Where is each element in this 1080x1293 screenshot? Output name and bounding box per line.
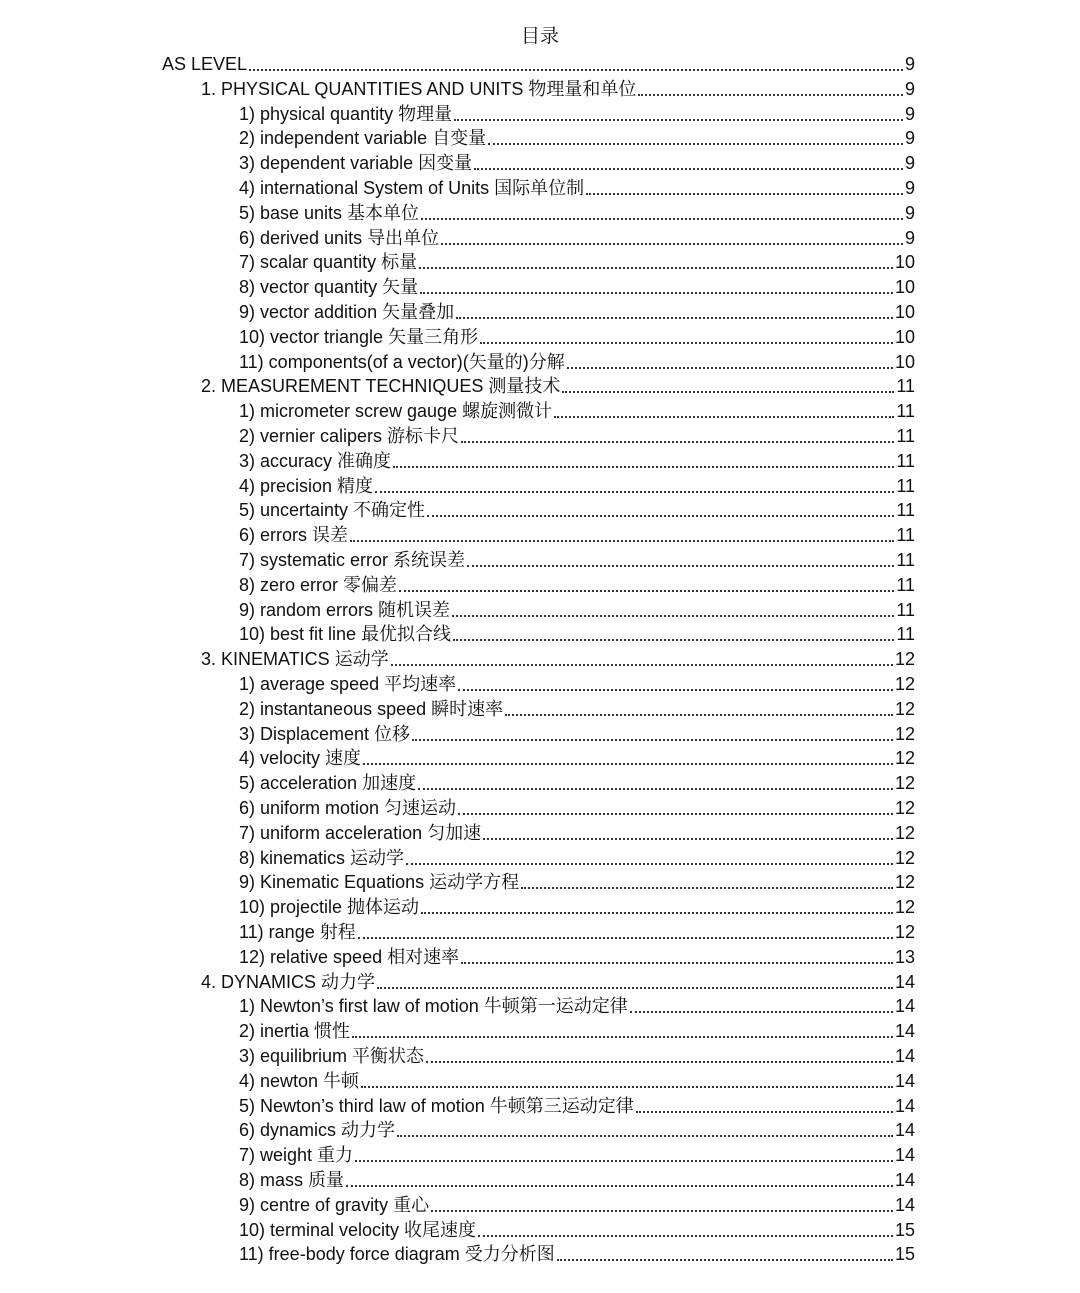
dot-leader [377, 986, 893, 989]
toc-entry[interactable] [239, 794, 915, 819]
dot-leader [249, 68, 903, 71]
dot-leader [586, 192, 903, 195]
toc-entry-page-number: 11 [896, 550, 915, 570]
toc-entry[interactable] [239, 744, 915, 769]
dot-leader [452, 614, 894, 617]
toc-entry-label: AS LEVEL [162, 54, 248, 74]
toc-entry-page-number: 12 [894, 674, 915, 694]
dot-leader [355, 1159, 893, 1162]
toc-entry-label: 11) free-body force diagram 受力分析图 [239, 1244, 555, 1265]
dot-leader [391, 663, 893, 666]
toc-entry[interactable] [239, 868, 915, 893]
toc-entry-label: 3) equilibrium 平衡状态 [239, 1046, 425, 1066]
toc-entry-page-number: 14 [894, 1046, 915, 1066]
dot-leader [638, 93, 903, 96]
toc-entry-label: 7) systematic error 系统误差 [239, 550, 466, 570]
dot-leader [483, 837, 893, 840]
toc-entry-label: 1. PHYSICAL QUANTITIES AND UNITS 物理量和单位 [201, 78, 637, 99]
toc-entry-page-number: 10 [894, 326, 915, 347]
dot-leader [630, 1010, 893, 1013]
dot-leader [521, 886, 893, 889]
toc-entry-page-number: 9 [904, 202, 915, 223]
toc-entry-label: 4) international System of Units 国际单位制 [239, 178, 585, 198]
toc-entry[interactable] [239, 720, 915, 745]
dot-leader [461, 440, 894, 443]
toc-entry[interactable] [239, 298, 915, 323]
toc-entry-label: 2. MEASUREMENT TECHNIQUES 测量技术 [201, 376, 561, 397]
toc-entry-page-number: 14 [894, 1095, 915, 1116]
dot-leader [412, 738, 893, 741]
toc-entry-page-number: 12 [894, 798, 915, 818]
toc-entry-label: 4) velocity 速度 [239, 748, 362, 769]
toc-entry[interactable] [239, 1240, 915, 1265]
dot-leader [441, 242, 903, 245]
toc-entry-page-number: 14 [894, 1194, 915, 1215]
toc-entry-label: 6) errors 误差 [239, 525, 349, 546]
toc-entry-page-number: 12 [894, 897, 915, 918]
toc-entry[interactable] [239, 819, 915, 844]
toc-entry-label: 2) inertia 惯性 [239, 1021, 351, 1042]
toc-entry-page-number: 14 [894, 996, 915, 1017]
dot-leader [361, 1085, 893, 1088]
dot-leader [461, 961, 893, 964]
toc-entry-label: 3) accuracy 准确度 [239, 450, 392, 471]
toc-entry[interactable] [239, 1141, 915, 1166]
dot-leader [397, 1134, 893, 1137]
toc-entry-page-number: 11 [896, 376, 915, 397]
dot-leader [350, 539, 894, 542]
toc-entry-label: 3) dependent variable 因变量 [239, 153, 473, 174]
toc-entry[interactable] [162, 50, 915, 75]
toc-entry-page-number: 13 [894, 946, 915, 967]
dot-leader [406, 862, 893, 865]
toc-entry-label: 4. DYNAMICS 动力学 [201, 971, 376, 992]
dot-leader [419, 266, 893, 269]
toc-entry-page-number: 11 [896, 574, 915, 595]
toc-entry-label: 5) base units 基本单位 [239, 202, 420, 223]
toc-entry-label: 1) micrometer screw gauge 螺旋测微计 [239, 401, 553, 422]
dot-leader [636, 1110, 893, 1113]
toc-entry[interactable] [239, 323, 915, 348]
toc-entry-page-number: 9 [904, 153, 915, 174]
toc-entry[interactable] [239, 893, 915, 918]
toc-entry-label: 6) dynamics 动力学 [239, 1120, 396, 1141]
toc-entry-label: 10) terminal velocity 收尾速度 [239, 1219, 477, 1240]
toc-entry-label: 2) independent variable 自变量 [239, 128, 487, 149]
toc-entry-label: 9) Kinematic Equations 运动学方程 [239, 872, 520, 893]
toc-entry[interactable] [239, 1092, 915, 1117]
toc-entry-label: 9) random errors 随机误差 [239, 599, 451, 620]
toc-entry-page-number: 11 [896, 525, 915, 546]
toc-entry[interactable] [201, 645, 915, 670]
toc-entry-page-number: 14 [894, 1070, 915, 1091]
toc-entry-page-number: 9 [904, 54, 915, 74]
toc-entry-label: 11) components(of a vector)(矢量的)分解 [239, 351, 565, 372]
toc-entry-page-number: 12 [894, 922, 915, 942]
dot-leader [453, 638, 894, 641]
dot-leader [375, 490, 894, 493]
toc-entry-label: 7) uniform acceleration 匀加速 [239, 822, 482, 843]
toc-entry-label: 8) zero error 零偏差 [239, 574, 398, 595]
toc-entry-page-number: 11 [896, 624, 915, 645]
toc-entry[interactable] [239, 273, 915, 298]
toc-entry[interactable] [239, 1166, 915, 1191]
toc-entry[interactable] [201, 372, 915, 397]
toc-entry[interactable] [239, 100, 915, 125]
toc-entry-page-number: 12 [894, 773, 915, 794]
toc-entry[interactable] [239, 174, 915, 199]
dot-leader [421, 911, 893, 914]
toc-entry[interactable] [239, 943, 915, 968]
dot-leader [567, 366, 893, 369]
toc-entry-page-number: 12 [894, 649, 915, 670]
toc-entry[interactable] [239, 571, 915, 596]
dot-leader [454, 118, 903, 121]
toc-entry[interactable] [201, 968, 915, 993]
dot-leader [458, 812, 893, 815]
toc-entry-page-number: 12 [894, 723, 915, 744]
toc-entry-page-number: 12 [894, 822, 915, 843]
toc-entry-label: 3. KINEMATICS 运动学 [201, 649, 389, 670]
toc-entry-label: 6) uniform motion 匀速运动 [239, 798, 457, 818]
toc-entry[interactable] [201, 75, 915, 100]
toc-entry[interactable] [239, 670, 915, 695]
toc-entry-page-number: 9 [904, 103, 915, 124]
dot-leader [426, 1060, 893, 1063]
toc-entry[interactable] [239, 992, 915, 1017]
dot-leader [418, 787, 893, 790]
dot-leader [474, 167, 903, 170]
toc-entry-page-number: 9 [904, 178, 915, 198]
dot-leader [399, 589, 894, 592]
toc-entry[interactable] [239, 248, 915, 273]
toc-entry[interactable] [239, 1017, 915, 1042]
toc-entry-page-number: 11 [896, 500, 915, 521]
toc-entry-page-number: 11 [896, 426, 915, 446]
dot-leader [346, 1184, 893, 1187]
toc-entry-page-number: 14 [894, 1120, 915, 1141]
toc-entry-label: 12) relative speed 相对速率 [239, 946, 460, 967]
toc-entry-label: 1) Newton’s first law of motion 牛顿第一运动定律 [239, 996, 628, 1017]
toc-entry-label: 7) scalar quantity 标量 [239, 252, 418, 273]
dot-leader [393, 465, 894, 468]
dot-leader [427, 514, 894, 517]
toc-entry-page-number: 10 [894, 277, 915, 298]
toc-entry[interactable] [239, 224, 915, 249]
toc-entry-page-number: 10 [894, 351, 915, 372]
toc-entry[interactable] [239, 422, 915, 447]
toc-entry-page-number: 10 [894, 302, 915, 322]
toc-entry[interactable] [239, 397, 915, 422]
dot-leader [456, 316, 893, 319]
toc-entry-label: 9) centre of gravity 重心 [239, 1194, 430, 1215]
toc-entry-page-number: 11 [896, 450, 915, 471]
dot-leader [358, 936, 893, 939]
toc-entry-label: 11) range 射程 [239, 922, 356, 942]
toc-entry-label: 8) vector quantity 矢量 [239, 277, 419, 298]
toc-entry[interactable] [239, 124, 915, 149]
toc-entry-page-number: 11 [896, 401, 915, 422]
dot-leader [467, 564, 894, 567]
toc-entry-label: 3) Displacement 位移 [239, 723, 411, 744]
toc-entry-label: 4) newton 牛顿 [239, 1070, 360, 1091]
dot-leader [554, 415, 894, 418]
toc-entry[interactable] [239, 546, 915, 571]
toc-entry[interactable] [239, 695, 915, 720]
toc-entry-label: 2) instantaneous speed 瞬时速率 [239, 698, 504, 719]
toc-entry[interactable] [239, 472, 915, 497]
toc-entry-label: 9) vector addition 矢量叠加 [239, 302, 455, 322]
toc-entry-page-number: 9 [904, 78, 915, 99]
dot-leader [505, 713, 893, 716]
toc-entry-label: 10) vector triangle 矢量三角形 [239, 326, 479, 347]
dot-leader [480, 341, 893, 344]
dot-leader [488, 142, 903, 145]
toc-entry[interactable] [239, 596, 915, 621]
dot-leader [458, 688, 893, 691]
toc-entry-page-number: 14 [894, 1170, 915, 1190]
toc-entry-label: 1) physical quantity 物理量 [239, 103, 453, 124]
dot-leader [421, 217, 903, 220]
toc-entry-label: 10) best fit line 最优拟合线 [239, 624, 452, 645]
toc-entry-page-number: 9 [904, 227, 915, 248]
toc-entry-page-number: 12 [894, 847, 915, 868]
toc-entry[interactable] [239, 769, 915, 794]
toc-entry[interactable] [239, 1042, 915, 1067]
dot-leader [562, 390, 894, 393]
toc-entry-page-number: 15 [894, 1244, 915, 1265]
toc-entry-page-number: 14 [894, 1145, 915, 1166]
toc-entry-page-number: 12 [894, 698, 915, 719]
toc-entry-label: 2) vernier calipers 游标卡尺 [239, 426, 460, 446]
dot-leader [557, 1258, 893, 1261]
toc-entry[interactable] [239, 918, 915, 943]
toc-entry-page-number: 15 [894, 1219, 915, 1240]
toc-entry[interactable] [239, 1067, 915, 1092]
dot-leader [420, 291, 893, 294]
toc-entry[interactable] [239, 1191, 915, 1216]
toc-entry-page-number: 14 [894, 971, 915, 992]
toc-entry-label: 10) projectile 抛体运动 [239, 897, 420, 918]
dot-leader [352, 1035, 893, 1038]
dot-leader [478, 1234, 893, 1237]
page-title: 目录 [520, 26, 559, 47]
toc-entry-label: 8) mass 质量 [239, 1170, 345, 1190]
toc-entry-page-number: 10 [894, 252, 915, 273]
toc-entry[interactable] [239, 521, 915, 546]
toc-entry[interactable] [239, 844, 915, 869]
toc-entry[interactable] [239, 1116, 915, 1141]
toc-entry-page-number: 11 [896, 599, 915, 620]
dot-leader [431, 1209, 893, 1212]
toc-entry-page-number: 9 [904, 128, 915, 149]
toc-entry-page-number: 14 [894, 1021, 915, 1042]
toc-entry[interactable] [239, 496, 915, 521]
toc-entry-page-number: 12 [894, 872, 915, 893]
toc-entry[interactable] [239, 149, 915, 174]
toc-entry-label: 1) average speed 平均速率 [239, 674, 457, 694]
toc-entry-label: 8) kinematics 运动学 [239, 847, 405, 868]
toc-entry-page-number: 12 [894, 748, 915, 769]
dot-leader [363, 762, 893, 765]
toc-entry[interactable] [239, 447, 915, 472]
toc-entry-label: 5) acceleration 加速度 [239, 773, 417, 794]
toc-entry[interactable] [239, 1216, 915, 1241]
toc-entry-label: 6) derived units 导出单位 [239, 227, 440, 248]
toc-entry-label: 7) weight 重力 [239, 1145, 354, 1166]
toc-entry-label: 5) uncertainty 不确定性 [239, 500, 426, 521]
toc-entry-label: 5) Newton’s third law of motion 牛顿第三运动定律 [239, 1095, 634, 1116]
toc-entry[interactable] [239, 348, 915, 373]
toc-entry[interactable] [239, 199, 915, 224]
toc-entry[interactable] [239, 620, 915, 645]
toc-entry-label: 4) precision 精度 [239, 475, 374, 496]
toc-entry-page-number: 11 [896, 475, 915, 496]
